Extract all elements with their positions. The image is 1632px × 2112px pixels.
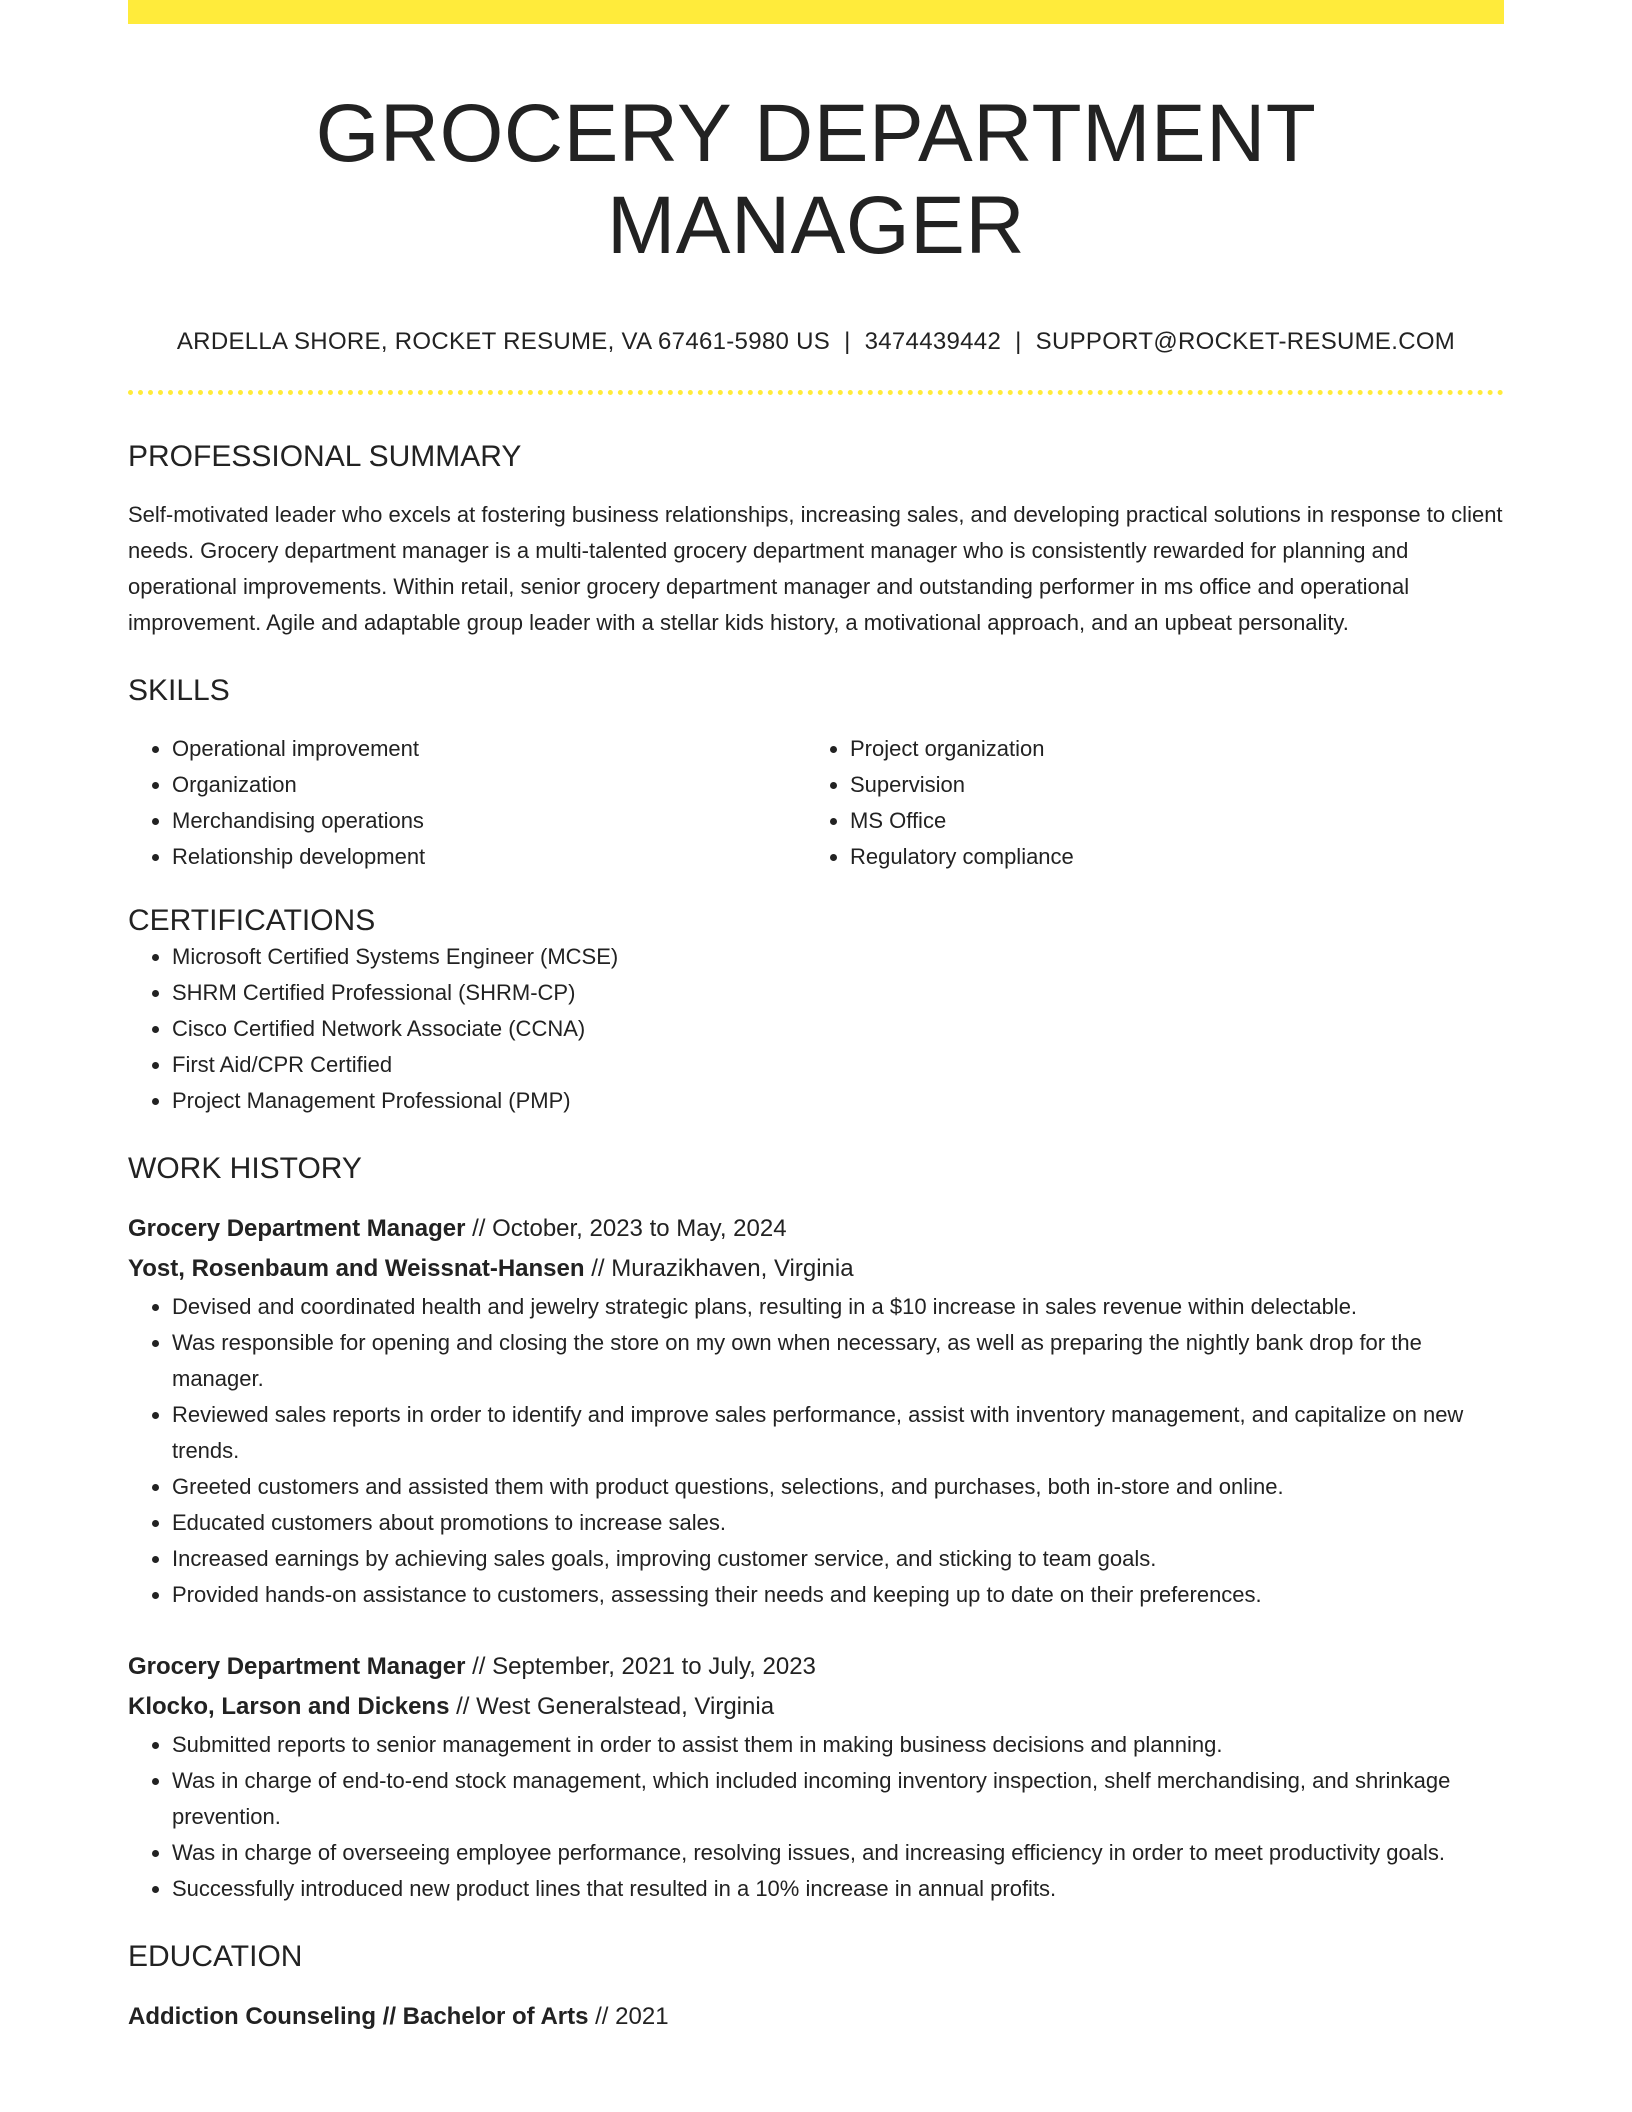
skill-item: • Relationship development [172,839,806,875]
resume-page [128,0,1504,2037]
job-role-line [128,1209,1504,1249]
job-location: // Murazikhaven, Virginia [591,1255,854,1283]
skill-item: • Organization [172,767,806,803]
dotted-divider [128,390,1504,395]
job-bullet: • Devised and coordinated health and jewelry strategic plans, resulting in a $10 increase in sales revenue within delectable. [172,1289,1504,1325]
section-title-work-history: WORK HISTORY [128,1152,362,1186]
section-title-summary: PROFESSIONAL SUMMARY [128,440,522,474]
job-bullet: • Reviewed sales reports in order to identify and improve sales performance, assist with inventory management, and capitalize on new trends. [172,1397,1504,1469]
section-title-certifications: CERTIFICATIONS [128,904,376,938]
job-location: // West Generalstead, Virginia [456,1693,775,1721]
certification-item: • SHRM Certified Professional (SHRM-CP) [172,975,1504,1011]
certifications-list [128,939,1504,1119]
skill-item: • Operational improvement [172,731,806,767]
job-bullets [128,1289,1504,1613]
job-bullet: • Was in charge of overseeing employee performance, resolving issues, and increasing efficiency in order to meet productivity goals. [172,1835,1504,1871]
skills-column-right [806,731,1484,875]
education-entry [128,1997,1504,2037]
skill-item: • Project organization [850,731,1484,767]
job-bullet: • Was responsible for opening and closing the store on my own when necessary, as well as preparing the nightly bank drop for the manager. [172,1325,1504,1397]
job-bullet: • Successfully introduced new product lines that resulted in a 10% increase in annual profits. [172,1871,1504,1907]
job-bullet: • Provided hands-on assistance to customers, assessing their needs and keeping up to date on their preferences. [172,1577,1504,1613]
job-dates: // October, 2023 to May, 2024 [472,1215,787,1243]
job-bullet: • Was in charge of end-to-end stock management, which included incoming inventory inspection, shelf merchandising, and shrinkage prevention. [172,1763,1504,1835]
skills-list-left [128,731,806,875]
contact-email[interactable]: SUPPORT@ROCKET-RESUME.COM [1035,327,1456,355]
job-company: Yost, Rosenbaum and Weissnat-Hansen [128,1255,585,1283]
job-entry [128,1647,1504,1907]
job-bullet: • Increased earnings by achieving sales goals, improving customer service, and sticking to team goals. [172,1541,1504,1577]
skills-grid [128,731,1504,875]
job-dates: // September, 2021 to July, 2023 [472,1653,816,1681]
skill-item: • Merchandising operations [172,803,806,839]
contact-separator: | [844,327,851,355]
skills-list-right [806,731,1484,875]
section-title-education: EDUCATION [128,1940,303,1974]
job-entry [128,1209,1504,1613]
contact-phone[interactable]: 3474439442 [864,327,1002,355]
job-company-line [128,1687,1504,1727]
job-company: Klocko, Larson and Dickens [128,1693,450,1721]
accent-bar [128,0,1504,24]
certification-item: • Cisco Certified Network Associate (CCNA) [172,1011,1504,1047]
certification-item: • Microsoft Certified Systems Engineer (MCSE) [172,939,1504,975]
job-bullets [128,1727,1504,1907]
skill-item: • MS Office [850,803,1484,839]
education-year: // 2021 [595,2003,669,2031]
skills-column-left [128,731,806,875]
job-role: Grocery Department Manager [128,1653,466,1681]
skill-item: • Regulatory compliance [850,839,1484,875]
contact-separator: | [1015,327,1022,355]
section-title-skills: SKILLS [128,674,230,708]
skill-item: • Supervision [850,767,1484,803]
summary-text: Self-motivated leader who excels at fostering business relationships, increasing sales, and developing practical solutions in response to client needs. Grocery department manager is a multi-talented grocery department manager who is consistently rewarded for planning and operational improvements. Within retail, senior grocery department manager and outstanding performer in ms office and operational improvement. Agile and adaptable group leader with a stellar kids history, a motivational approach, and an upbeat personality. [128,502,1503,636]
job-role-line [128,1647,1504,1687]
job-bullet: • Greeted customers and assisted them with product questions, selections, and purchases, both in-store and online. [172,1469,1504,1505]
job-role: Grocery Department Manager [128,1215,466,1243]
certification-item: • Project Management Professional (PMP) [172,1083,1504,1119]
contact-line [128,328,1504,357]
job-bullet: • Educated customers about promotions to increase sales. [172,1505,1504,1541]
certification-item: • First Aid/CPR Certified [172,1047,1504,1083]
education-degree: Addiction Counseling // Bachelor of Arts [128,2003,589,2031]
contact-address: ARDELLA SHORE, ROCKET RESUME, VA 67461-5980 US [176,327,831,355]
resume-title: GROCERY DEPARTMENT MANAGER [315,88,1317,271]
job-company-line [128,1249,1504,1289]
job-bullet: • Submitted reports to senior management in order to assist them in making business decisions and planning. [172,1727,1504,1763]
